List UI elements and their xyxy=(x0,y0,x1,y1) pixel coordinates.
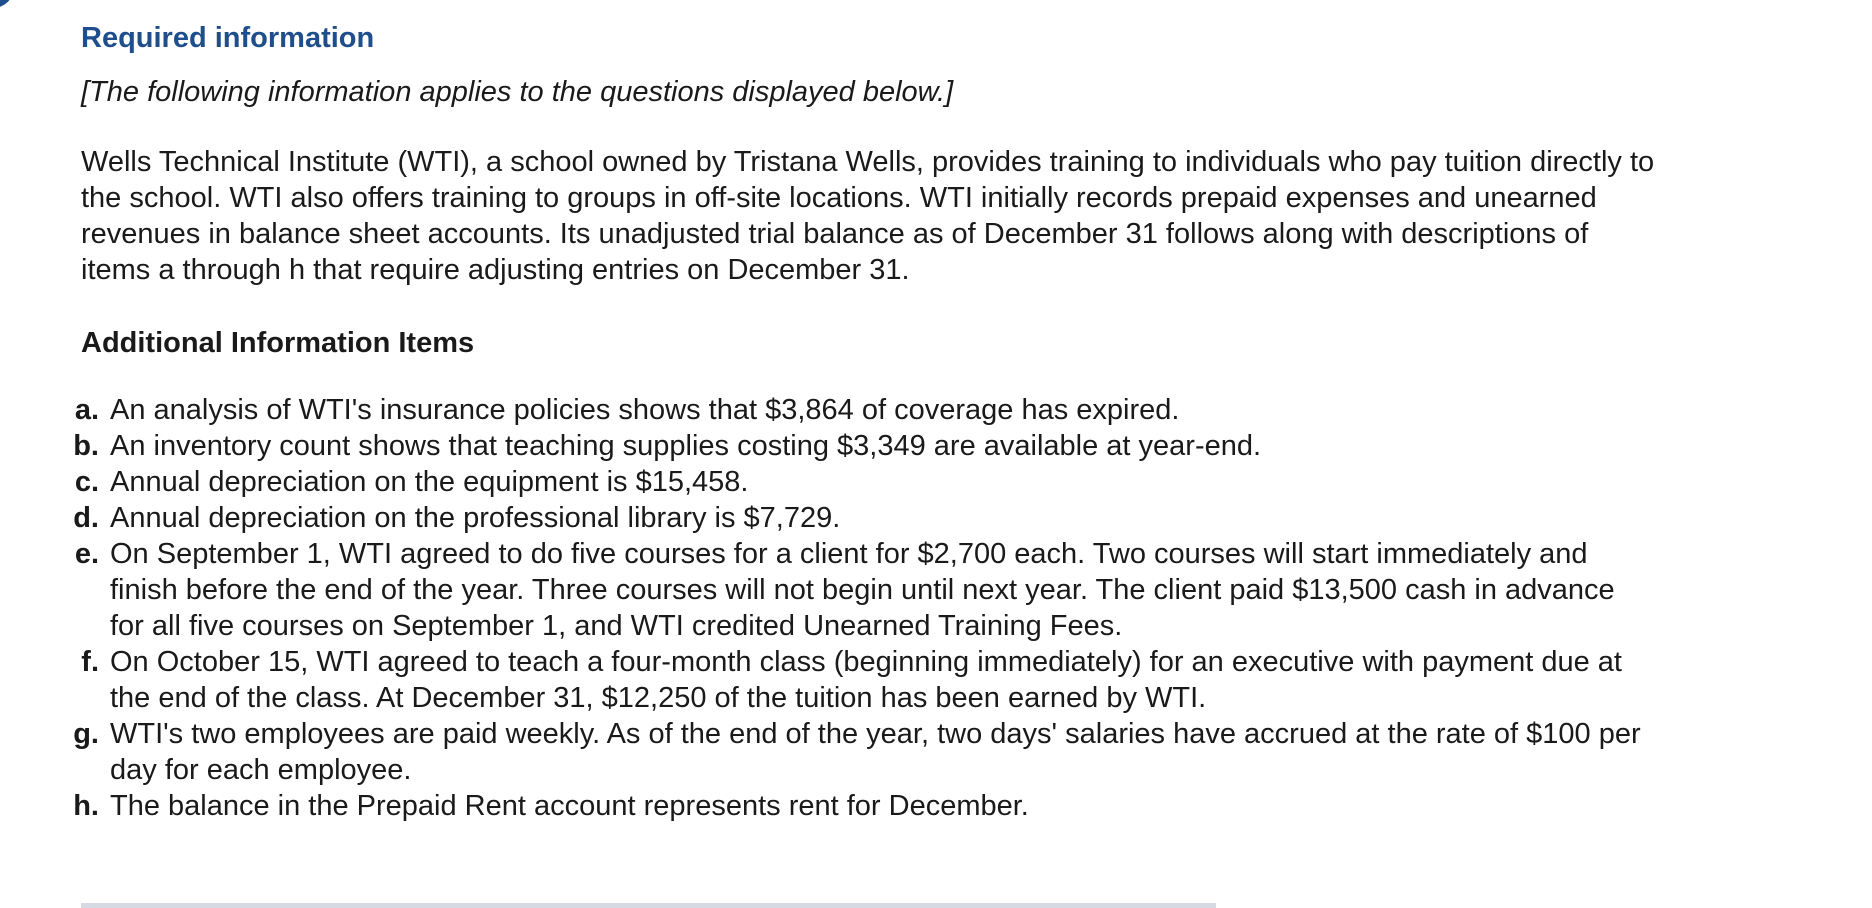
item-line: An inventory count shows that teaching supplies costing $3,349 are available at year-end. xyxy=(110,430,1262,462)
item-marker: b. xyxy=(73,430,99,462)
item-line: On October 15, WTI agreed to teach a four-month class (beginning immediately) for an executive with payment due at xyxy=(110,646,1622,678)
step-badge xyxy=(0,0,14,8)
item-marker: f. xyxy=(81,646,99,678)
intro-line: items a through h that require adjusting entries on December 31. xyxy=(81,254,910,286)
list-item-b xyxy=(67,428,1841,464)
item-text xyxy=(110,716,1841,788)
item-marker: a. xyxy=(74,394,99,426)
item-line: Annual depreciation on the equipment is $15,458. xyxy=(110,466,749,498)
list-item-c xyxy=(67,464,1841,500)
applies-note: [The following information applies to the questions displayed below.] xyxy=(81,76,954,108)
question-content xyxy=(73,18,1841,824)
list-item-a xyxy=(67,392,1841,428)
item-line: On September 1, WTI agreed to do five courses for a client for $2,700 each. Two courses will start immediately and xyxy=(110,538,1588,570)
item-line: day for each employee. xyxy=(110,754,412,786)
item-line: finish before the end of the year. Three courses will not begin until next year. The client paid $13,500 cash in advance xyxy=(110,574,1615,606)
item-text xyxy=(110,644,1841,716)
item-text xyxy=(110,500,1841,536)
intro-paragraph xyxy=(81,144,1841,288)
list-item-h xyxy=(67,788,1841,824)
item-line: An analysis of WTI's insurance policies shows that $3,864 of coverage has expired. xyxy=(110,394,1180,426)
item-text xyxy=(110,428,1841,464)
intro-line: revenues in balance sheet accounts. Its unadjusted trial balance as of December 31 follows along with descriptions of xyxy=(81,218,1589,250)
item-line: the end of the class. At December 31, $12,250 of the tuition has been earned by WTI. xyxy=(110,682,1207,714)
item-marker: g. xyxy=(73,718,99,750)
list-item-e xyxy=(67,536,1841,644)
intro-line: the school. WTI also offers training to groups in off-site locations. WTI initially records prepaid expenses and unearned xyxy=(81,182,1597,214)
item-text xyxy=(110,464,1841,500)
additional-information-title: Additional Information Items xyxy=(81,327,475,359)
item-line: WTI's two employees are paid weekly. As of the end of the year, two days' salaries have accrued at the rate of $100 per xyxy=(110,718,1641,750)
intro-line: Wells Technical Institute (WTI), a school owned by Tristana Wells, provides training to individuals who pay tuition directly to xyxy=(81,146,1655,178)
item-line: for all five courses on September 1, and WTI credited Unearned Training Fees. xyxy=(110,610,1123,642)
item-line: The balance in the Prepaid Rent account represents rent for December. xyxy=(110,790,1029,822)
list-item-d xyxy=(67,500,1841,536)
item-text xyxy=(110,788,1841,824)
item-text xyxy=(110,392,1841,428)
trial-balance-table-header xyxy=(81,903,1216,908)
item-marker: d. xyxy=(73,502,99,534)
item-marker: c. xyxy=(74,466,99,498)
item-marker: h. xyxy=(73,790,99,822)
required-information-title: Required information xyxy=(81,22,375,54)
item-text xyxy=(110,536,1841,644)
list-item-f xyxy=(67,644,1841,716)
list-item-g xyxy=(67,716,1841,788)
item-line: Annual depreciation on the professional library is $7,729. xyxy=(110,502,841,534)
additional-items-list xyxy=(67,392,1841,824)
item-marker: e. xyxy=(74,538,99,570)
